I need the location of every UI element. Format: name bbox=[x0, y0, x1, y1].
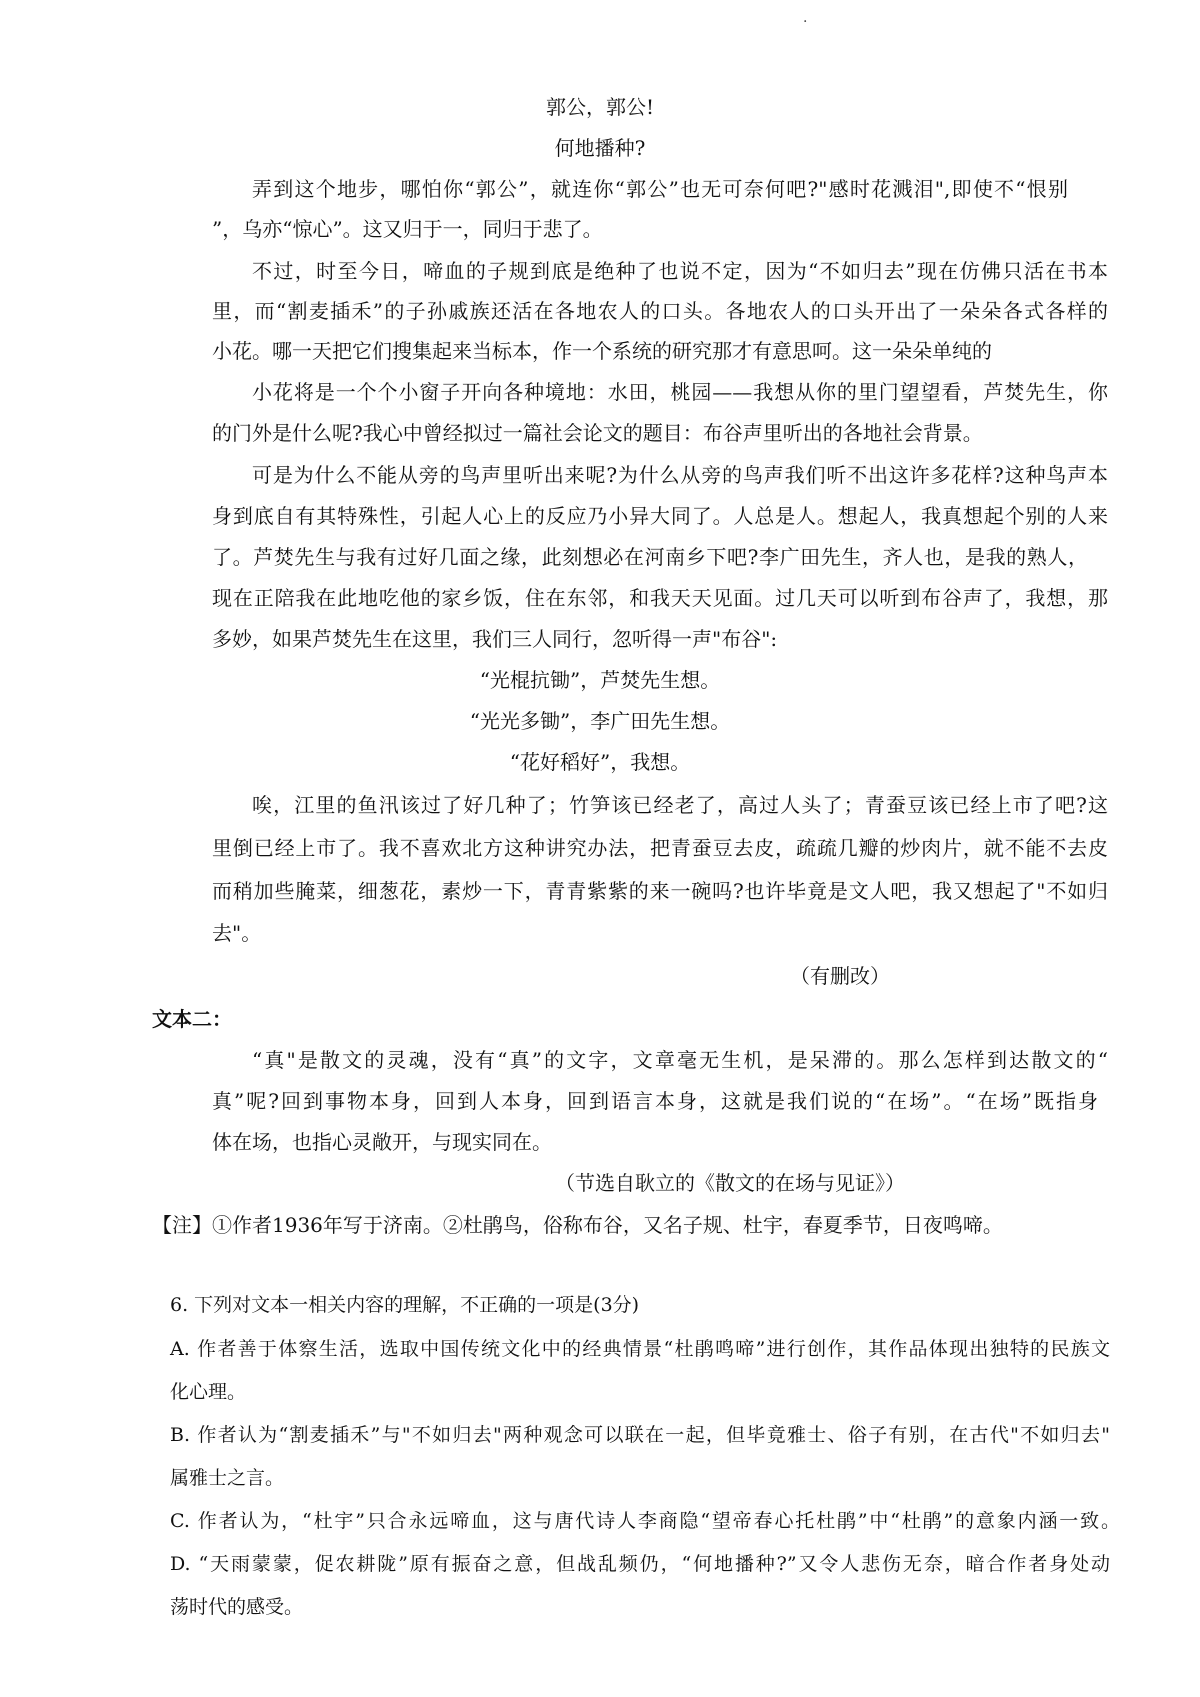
paragraph-line: 唉，江里的鱼汛该过了好几种了；竹笋该已经老了，高过人头了；青蚕豆该已经上市了吧?这 bbox=[252, 793, 1108, 817]
paragraph-line: 里倒已经上市了。我不喜欢北方这种讲究办法，把青蚕豆去皮，疏疏几瓣的炒肉片，就不能不去皮 bbox=[212, 836, 1108, 860]
quote-line: “花好稻好”，我想。 bbox=[509, 750, 691, 774]
paragraph-line: 弄到这个地步，哪怕你“郭公”，就连你“郭公”也无可奈何吧?"感时花溅泪",即使不“恨别 bbox=[252, 177, 1068, 201]
edit-note: （有删改） bbox=[790, 964, 890, 988]
paragraph-line: 可是为什么不能从旁的鸟声里听出来呢?为什么从旁的鸟声我们听不出这许多花样?这种鸟声本 bbox=[252, 463, 1108, 487]
poem-line: 郭公，郭公! bbox=[545, 95, 655, 119]
option-b: B. 作者认为“割麦插禾”与"不如归去"两种观念可以联在一起，但毕竟雅士、俗子有别，在古代"不如归去" bbox=[170, 1424, 1110, 1446]
paragraph-line: “真"是散文的灵魂，没有“真”的文字，文章毫无生机，是呆滞的。那么怎样到达散文的“ bbox=[252, 1048, 1108, 1072]
option-b: 属雅士之言。 bbox=[170, 1467, 285, 1489]
section-heading: 文本二： bbox=[152, 1007, 232, 1031]
page-dot: · bbox=[803, 14, 808, 30]
paragraph-line: 而稍加些腌菜，细葱花，素炒一下，青青紫紫的来一碗吗?也许毕竟是文人吧，我又想起了"不如归 bbox=[212, 879, 1108, 903]
paragraph-line: 体在场，也指心灵敞开，与现实同在。 bbox=[212, 1130, 552, 1154]
option-d: 荡时代的感受。 bbox=[170, 1596, 304, 1618]
option-d: D. “天雨蒙蒙，促农耕陇”原有振奋之意，但战乱频仍，“何地播种?”又令人悲伤无奈，暗合作者身处动 bbox=[170, 1553, 1110, 1575]
poem-line: 何地播种? bbox=[554, 136, 646, 160]
option-c: C. 作者认为，“杜宇”只合永远啼血，这与唐代诗人李商隐“望帝春心托杜鹃”中“杜鹃”的意象内涵一致。 bbox=[170, 1510, 1120, 1532]
quote-line: “光光多锄”，李广田先生想。 bbox=[469, 709, 731, 733]
footnote: 【注】①作者1936年写于济南。②杜鹃鸟，俗称布谷，又名子规、杜宇，春夏季节，日夜鸣啼。 bbox=[152, 1213, 1003, 1237]
paragraph-line: 现在正陪我在此地吃他的家乡饭，住在东邻，和我天天见面。过几天可以听到布谷声了，我想，那 bbox=[212, 586, 1108, 610]
paragraph-line: 小花。哪一天把它们搜集起来当标本，作一个系统的研究那才有意思呵。这一朵朵单纯的 bbox=[212, 339, 992, 363]
paragraph-line: 身到底自有其特殊性，引起人心上的反应乃小异大同了。人总是人。想起人，我真想起个别的人来 bbox=[212, 504, 1108, 528]
quote-line: “光棍抗锄”，芦焚先生想。 bbox=[479, 668, 721, 692]
paragraph-line: 小花将是一个个小窗子开向各种境地：水田，桃园——我想从你的里门望望看，芦焚先生，你 bbox=[252, 380, 1108, 404]
option-a: 化心理。 bbox=[170, 1381, 247, 1403]
paragraph-line: 了。芦焚先生与我有过好几面之缘，此刻想必在河南乡下吧?李广田先生，齐人也，是我的熟人， bbox=[212, 545, 1088, 569]
paragraph-line: ”，乌亦“惊心”。这又归于一，同归于悲了。 bbox=[212, 217, 603, 241]
paragraph-line: 去"。 bbox=[212, 921, 262, 945]
paragraph-line: 真”呢?回到事物本身，回到人本身，回到语言本身，这就是我们说的“在场”。“在场”既指身 bbox=[212, 1089, 1098, 1113]
paragraph-line: 多妙，如果芦焚先生在这里，我们三人同行，忽听得一声"布谷": bbox=[212, 627, 778, 651]
question-stem: 6. 下列对文本一相关内容的理解，不正确的一项是(3分) bbox=[170, 1294, 640, 1316]
paragraph-line: 里，而“割麦插禾”的子孙戚族还活在各地农人的口头。各地农人的口头开出了一朵朵各式各样的 bbox=[212, 299, 1108, 323]
source-citation: （节选自耿立的《散文的在场与见证》） bbox=[555, 1171, 905, 1195]
option-a: A. 作者善于体察生活，选取中国传统文化中的经典情景“杜鹃鸣啼”进行创作，其作品体现出独特的民族文 bbox=[170, 1338, 1110, 1360]
paragraph-line: 不过，时至今日，啼血的子规到底是绝种了也说不定，因为“不如归去”现在仿佛只活在书本 bbox=[252, 259, 1108, 283]
paragraph-line: 的门外是什么呢?我心中曾经拟过一篇社会论文的题目：布谷声里听出的各地社会背景。 bbox=[212, 421, 983, 445]
